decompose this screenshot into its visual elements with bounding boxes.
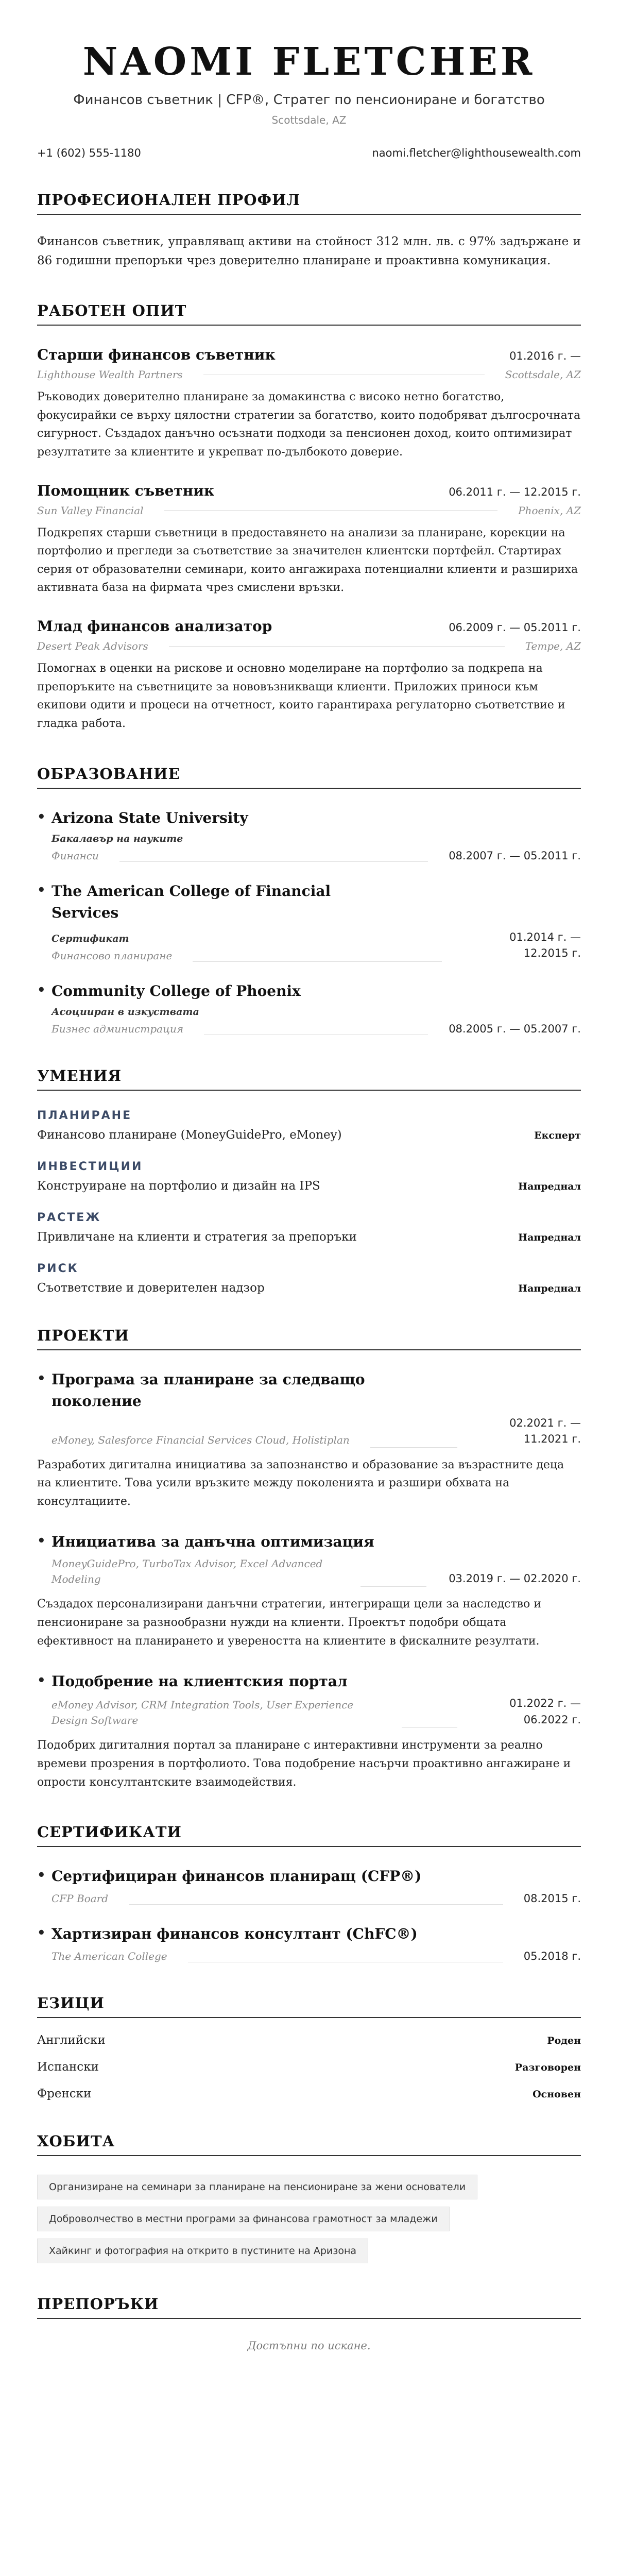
experience-section [37,302,581,733]
project-date: 03.2019 г. — 02.2020 г. [449,1572,581,1585]
education-entry [37,807,581,862]
certification-entry [37,1923,581,1962]
divider-line [193,961,442,962]
profile-section [37,191,581,270]
bullet-icon: • [37,1673,46,1689]
skill-group [37,1211,581,1244]
skill-group [37,1109,581,1142]
project-entry [37,1369,581,1448]
job-location: Scottsdale, AZ [505,368,581,381]
language-row [37,2087,581,2100]
skill-category: ИНВЕСТИЦИИ [37,1160,143,1173]
job-entry [37,482,581,598]
job-entry [37,618,581,733]
field-of-study: Финанси [52,849,99,862]
project-date: 01.2022 г. — 06.2022 г. [509,1697,581,1726]
education-entry [37,980,581,1035]
certification-entry [37,1866,581,1905]
job-description: Подкрепях старши съветници в предоставянето на анализи за планиране, корекции на портфолио и прегледи за съответствие за значителен клиентски портфейл. Стартирах серия от образователни семинари, които ангажираха потенциални клиенти и разшириха активната база на фирмата чрез смислени връзки. [37,526,578,595]
job-title: Помощник съветник [37,482,215,499]
section-title-references: ПРЕПОРЪКИ [37,2295,581,2319]
skill-level: Експерт [534,1129,581,1141]
skill-category: РАСТЕЖ [37,1211,101,1224]
job-description: Ръководих доверително планиране за домакинства с високо нетно богатство, фокусирайки се върху цялостни стратегии за богатство, които подобряват дългосрочната сигурност. Създадох данъчно осъзнати подходи за пенсионен доход, които оптимизират резултатите за клиентите и укрепват по-дълбокото доверие. [37,391,581,459]
divider-line [169,646,505,647]
skill-name: Финансово планиране (MoneyGuidePro, eMoney) [37,1128,342,1142]
certification-date: 08.2015 г. [523,1892,581,1905]
certification-issuer: The American College [52,1950,167,1963]
project-tools: MoneyGuidePro, TurboTax Advisor, Excel Advanced Modeling [52,1557,323,1586]
degree-name: Сертификат [52,933,129,944]
project-title: Подобрение на клиентския портал [52,1673,348,1690]
hobby-tag: Хайкинг и фотография на открито в пустините на Аризона [37,2239,368,2263]
skill-category: ПЛАНИРАНЕ [37,1109,132,1122]
language-row [37,2060,581,2074]
school-name: Community College of Phoenix [52,982,301,999]
education-date: 08.2007 г. — 05.2011 г. [449,849,581,862]
job-entry [37,346,581,462]
section-title-profile: ПРОФЕСИОНАЛЕН ПРОФИЛ [37,191,581,215]
hobby-tag: Организиране на семинари за планиране на пенсиониране за жени основатели [37,2175,477,2199]
profile-text: Финансов съветник, управляващ активи на стойност 312 млн. лв. с 97% задържане и 86 годишни препоръки чрез доверително планиране и проактивна комуникация. [37,235,581,267]
skill-name: Привличане на клиенти и стратегия за препоръки [37,1230,357,1244]
job-company: Sun Valley Financial [37,504,144,517]
contact-row [37,147,581,159]
language-level: Разговорен [514,2062,581,2074]
school-name: The American College of Financial Services [52,882,331,921]
degree-name: Бакалавър на науките [52,833,183,844]
phone-number[interactable]: +1 (602) 555-1180 [37,147,141,160]
project-entry [37,1531,581,1587]
job-description: Помогнах в оценки на рискове и основно моделиране на портфолио за подкрепа на препоръките на съветниците за нововъзникващи клиенти. Приложих приноси към екипови одити и процеси на отчетност, които гарантираха регулаторно съответствие и гладка работа. [37,662,565,730]
school-name: Arizona State University [52,809,248,826]
section-title-certifications: СЕРТИФИКАТИ [37,1823,581,1847]
bullet-icon: • [37,809,46,825]
hobby-tag: Доброволчество в местни програми за финансова грамотност за младежи [37,2207,450,2231]
job-location: Tempe, AZ [525,640,581,653]
project-tools: eMoney Advisor, CRM Integration Tools, User Experience Design Software [52,1699,354,1727]
bullet-icon: • [37,1868,46,1884]
candidate-name: NAOMI FLETCHER [82,40,536,84]
section-title-skills: УМЕНИЯ [37,1067,581,1091]
languages-section [37,1994,581,2100]
education-entry [37,880,581,962]
skill-group [37,1262,581,1295]
job-title: Старши финансов съветник [37,346,276,364]
language-name: Испански [37,2060,99,2074]
bullet-icon: • [37,882,46,898]
section-title-experience: РАБОТЕН ОПИТ [37,302,581,326]
certification-date: 05.2018 г. [523,1950,581,1963]
hobbies-section [37,2132,581,2263]
skill-level: Напреднал [518,1231,581,1243]
job-date: 06.2011 г. — 12.2015 г. [449,485,581,498]
language-name: Френски [37,2087,92,2101]
job-date: 01.2016 г. — [509,350,581,363]
education-date: 01.2014 г. — 12.2015 г. [509,930,581,960]
candidate-location: Scottsdale, AZ [271,114,347,127]
project-title: Инициатива за данъчна оптимизация [52,1533,374,1551]
skill-name: Съответствие и доверителен надзор [37,1281,265,1295]
divider-line [402,1727,457,1728]
language-row [37,2033,581,2047]
section-title-education: ОБРАЗОВАНИЕ [37,765,581,789]
project-date: 02.2021 г. — 11.2021 г. [509,1416,581,1446]
language-level: Роден [547,2035,581,2047]
education-section [37,765,581,1035]
bullet-icon: • [37,1925,46,1941]
skill-name: Конструиране на портфолио и дизайн на IPS [37,1179,320,1193]
bullet-icon: • [37,1370,46,1386]
skills-section [37,1067,581,1295]
project-description: Разработих дигитална инициатива за запознанство и образование за възрастните деца на клиентите. Това усили връзките между поколенията и разшири обхвата на консултациите. [37,1458,564,1508]
project-tools: eMoney, Salesforce Financial Services Cloud, Holistiplan [52,1433,350,1446]
skill-level: Напреднал [518,1180,581,1192]
job-company: Desert Peak Advisors [37,640,148,653]
degree-name: Асоцииран в изкуствата [52,1006,199,1018]
email-address[interactable]: naomi.fletcher@lighthousewealth.com [372,147,581,160]
certification-issuer: CFP Board [52,1892,109,1905]
field-of-study: Финансово планиране [52,949,173,962]
skill-level: Напреднал [518,1282,581,1294]
divider-line [119,861,428,862]
certifications-section [37,1823,581,1962]
project-entry [37,1671,581,1728]
references-section [37,2295,581,2352]
certification-title: Сертифициран финансов планиращ (CFP®) [52,1868,422,1885]
divider-line [370,1447,457,1448]
section-title-languages: ЕЗИЦИ [37,1994,581,2018]
divider-line [129,1904,503,1905]
field-of-study: Бизнес администрация [52,1022,184,1035]
divider-line [360,1586,426,1587]
education-date: 08.2005 г. — 05.2007 г. [449,1022,581,1035]
section-title-projects: ПРОЕКТИ [37,1327,581,1350]
candidate-tagline: Финансов съветник | CFP®, Стратег по пенсиониране и богатство [73,92,545,108]
certification-title: Хартизиран финансов консултант (ChFC®) [52,1925,418,1943]
bullet-icon: • [37,1533,46,1549]
project-description: Създадох персонализирани данъчни стратегии, интегриращи цели за наследство и пенсиониране за разнообразни нужди на клиенти. Проектът подобри общата ефективност на планирането и увереността на клиентите в фискалните резултати. [37,1598,541,1648]
job-title: Млад финансов анализатор [37,618,272,635]
language-level: Основен [533,2089,581,2100]
divider-line [164,510,498,511]
project-title: Програма за планиране за следващо поколение [52,1370,365,1410]
skill-group [37,1160,581,1193]
language-name: Английски [37,2033,106,2047]
references-text: Достъпни по искане. [247,2340,371,2352]
projects-section [37,1327,581,1792]
job-date: 06.2009 г. — 05.2011 г. [449,621,581,634]
job-company: Lighthouse Wealth Partners [37,368,183,381]
bullet-icon: • [37,982,46,998]
job-location: Phoenix, AZ [518,504,581,517]
project-description: Подобрих дигиталния портал за планиране с интерактивни инструменти за реално времеви прозрения в портфолиото. Това подобрение насърчи проактивно ангажиране и опрости консултантските взаимодействия. [37,1739,571,1789]
skill-category: РИСК [37,1262,79,1275]
section-title-hobbies: ХОБИТА [37,2132,581,2156]
